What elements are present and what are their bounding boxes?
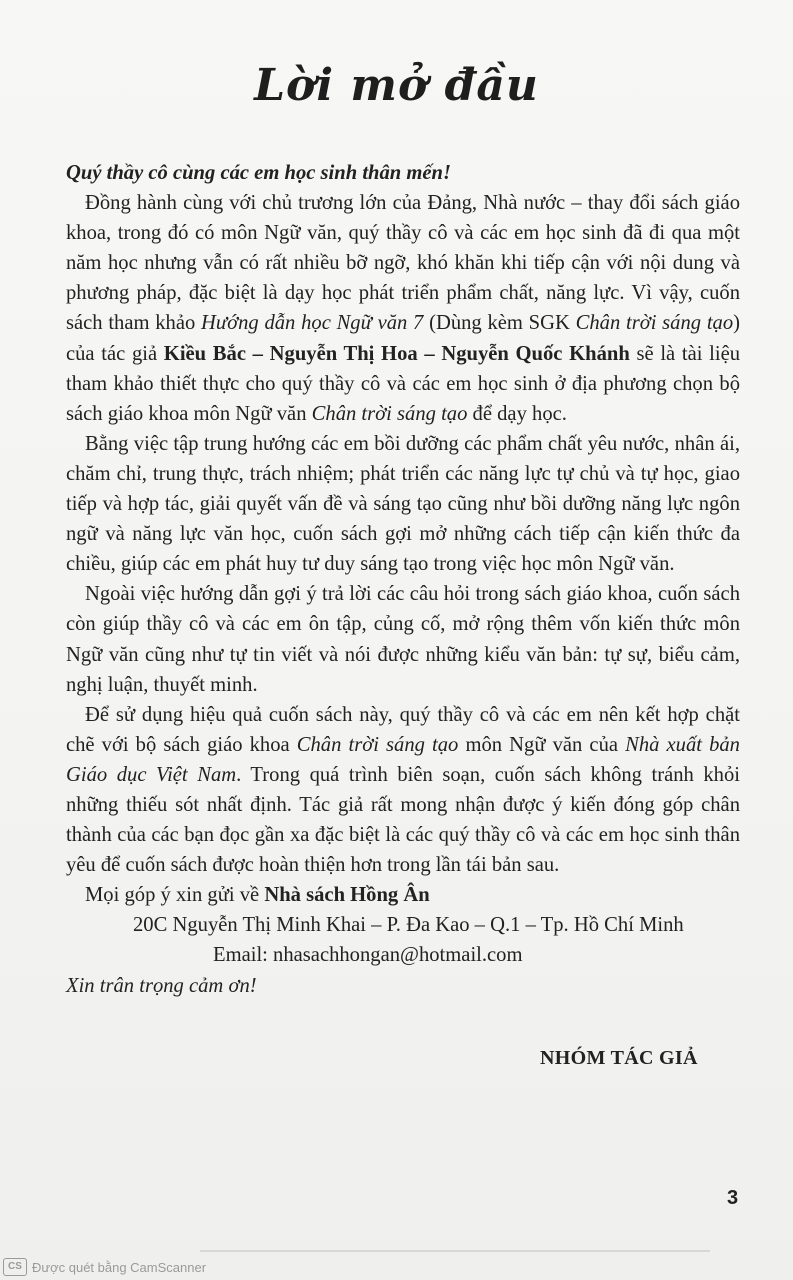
paragraph-3: Ngoài việc hướng dẫn gợi ý trả lời các câu hỏi trong sách giáo khoa, cuốn sách còn giúp thầy cô và các em ôn tập, củng cố, mở rộng thêm vốn kiến thức môn Ngữ văn cũng như tự tin viết và nói được những kiểu văn bản: tự sự, biểu cảm, nghị luận, thuyết minh.	[66, 583, 740, 696]
series-name: Chân trời sáng tạo	[296, 733, 459, 756]
paragraph-4-text-a: Để sử dụng hiệu quả cuốn sách này, quý thầy cô và các em nên kết hợp chặt chẽ với bộ sách giáo khoa	[66, 703, 740, 756]
paragraph-4	[66, 700, 740, 881]
series-name: Chân trời sáng tạo	[311, 402, 468, 425]
paragraph-4-text-c: . Trong quá trình biên soạn, cuốn sách không tránh khỏi những thiếu sót nhất định. Tác giả rất mong nhận được ý kiến đóng góp chân thành của các bạn đọc gần xa đặc biệt là các quý thầy cô và các em học sinh thân yêu để cuốn sách được hoàn thiện hơn trong lần tái bản sau.	[66, 763, 740, 877]
page-edge-divider	[200, 1250, 710, 1252]
publisher-name: Nhà xuất bản Giáo dục Việt Nam	[66, 733, 740, 786]
bookstore-name: Nhà sách Hồng Ân	[264, 884, 430, 907]
paragraph-1-text-e: để dạy học.	[467, 402, 567, 425]
paragraph-1	[66, 188, 740, 429]
contact-line	[66, 880, 740, 910]
paragraph-4-text-b: môn Ngữ văn của	[458, 733, 626, 756]
signature: NHÓM TÁC GIẢ	[540, 1047, 698, 1069]
paragraph-1-text-a: Đồng hành cùng với chủ trương lớn của Đảng, Nhà nước – thay đổi sách giáo khoa, trong đó có môn Ngữ văn, quý thầy cô và các em học sinh đã đi qua một năm học nhưng vẫn có rất nhiều bỡ ngỡ, khó khăn khi tiếp cận với nội dung và phương pháp, đặc biệt là dạy học phát triển phẩm chất, năng lực. Vì vậy, cuốn sách tham khảo	[66, 192, 740, 335]
greeting: Quý thầy cô cùng các em học sinh thân mến!	[66, 162, 452, 184]
page-title: Lời mở đầu	[254, 60, 539, 111]
contact-prefix: Mọi góp ý xin gửi về	[85, 884, 265, 907]
paragraph-2: Bằng việc tập trung hướng các em bồi dưỡng các phẩm chất yêu nước, nhân ái, chăm chỉ, trung thực, trách nhiệm; phát triển các năng lực tự chủ và tự học, giao tiếp và hợp tác, giải quyết vấn đề và sáng tạo cũng như bồi dưỡng năng lực ngôn ngữ và năng lực văn học, cuốn sách gợi mở những cách tiếp cận kiến thức đa chiều, giúp các em phát huy tư duy sáng tạo trong việc học môn Ngữ văn.	[66, 432, 740, 576]
scanner-text: Được quét bằng CamScanner	[32, 1259, 207, 1275]
author-names: Kiều Bắc – Nguyễn Thị Hoa – Nguyễn Quốc Khánh	[163, 342, 630, 365]
preface-body	[66, 158, 740, 1001]
book-title: Hướng dẫn học Ngữ văn 7	[201, 312, 424, 335]
series-name: Chân trời sáng tạo	[575, 312, 734, 335]
paragraph-1-text-c: ) của tác giả	[66, 312, 740, 365]
paragraph-1-text-b: (Dùng kèm SGK	[423, 312, 576, 335]
contact-address: 20C Nguyễn Thị Minh Khai – P. Đa Kao – Q.1 – Tp. Hồ Chí Minh	[133, 914, 684, 937]
contact-email: Email: nhasachhongan@hotmail.com	[213, 944, 523, 967]
camscanner-logo-icon: CS	[3, 1258, 27, 1276]
thanks-line: Xin trân trọng cảm ơn!	[66, 974, 257, 997]
page-number: 3	[727, 1187, 739, 1209]
paragraph-1-text-d: sẽ là tài liệu tham khảo thiết thực cho quý thầy cô và các em học sinh ở địa phương chọn bộ sách giáo khoa môn Ngữ văn	[66, 342, 741, 425]
scanner-watermark	[0, 1256, 206, 1278]
